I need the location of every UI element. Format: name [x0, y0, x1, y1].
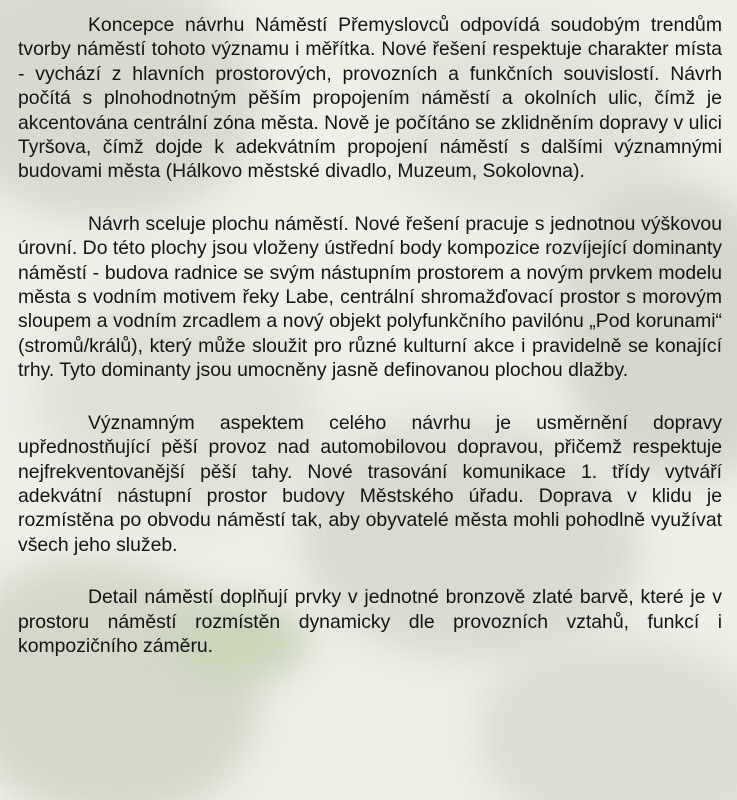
paragraph-square-unification: Návrh sceluje plochu náměstí. Nové řešení pracuje s jednotnou výškovou úrovní. Do této plochy jsou vloženy ústřední body kompozice rozvíjející dominanty náměstí - budova radnice se svým nástupním prostorem a novým prvkem modelu města s vodním motivem řeky Labe, centrální shromažďovací prostor s morovým sloupem a vodním zrcadlem a nový objekt polyfunkčního pavilónu „Pod korunami“ (stromů/králů), který může sloužit pro různé kulturní akce i pravidelně se konající trhy. Tyto dominanty jsou umocněny jasně definovanou plochou dlažby.: [18, 212, 722, 382]
paragraph-concept: Koncepce návrhu Náměstí Přemyslovců odpovídá soudobým trendům tvorby náměstí tohoto významu i měřítka. Nové řešení respektuje charakter místa - vychází z hlavních prostorových, provozních a funkčních souvislostí. Návrh počítá s plnohodnotným pěším propojením náměstí a okolních ulic, čímž je akcentována centrální zóna města. Nově je počítáno se zklidněním dopravy v ulici Tyršova, čímž dojde k adekvátním propojení náměstí s dalšími významnými budovami města (Hálkovo městské divadlo, Muzeum, Sokolovna).: [18, 14, 722, 183]
paragraph-detail: Detail náměstí doplňují prvky v jednotné bronzově zlaté barvě, které je v prostoru náměstí rozmístěn dynamicky dle provozních vztahů, funkcí i kompozičního záměru.: [18, 586, 722, 657]
document-body: [18, 13, 722, 686]
paragraph-traffic: Významným aspektem celého návrhu je usměrnění dopravy upřednostňující pěší provoz nad automobilovou dopravou, přičemž respektuje nejfrekventovanější pěší tahy. Nové trasování komunikace 1. třídy vytváří adekvátní nástupní prostor budovy Městského úřadu. Doprava v klidu je rozmístěna po obvodu náměstí tak, aby obyvatelé města mohli pohodlně využívat všech jeho služeb.: [18, 411, 722, 556]
